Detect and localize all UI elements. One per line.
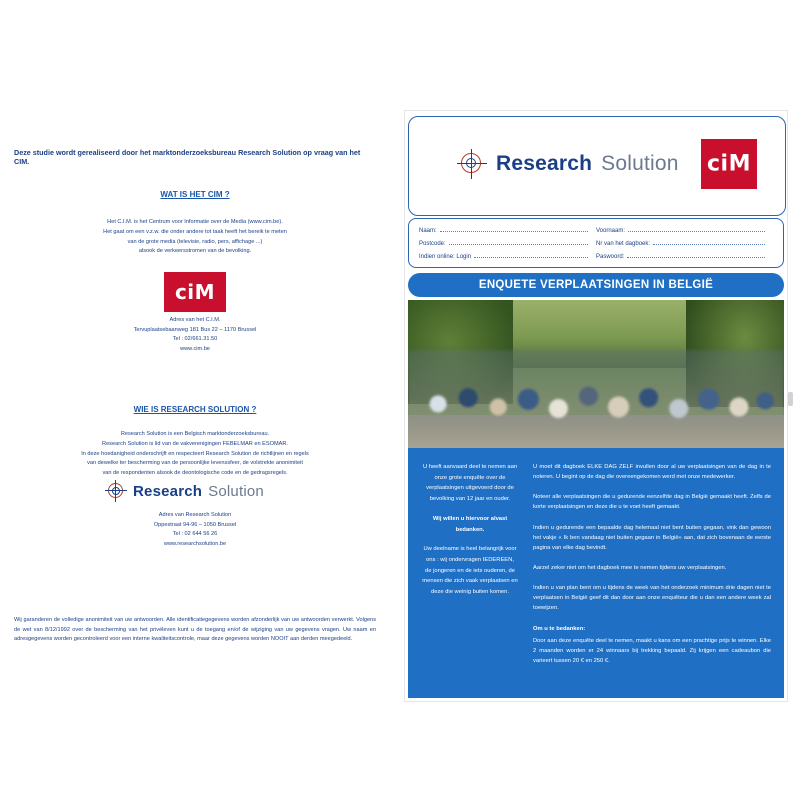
instruction-paragraph: Indien u van plan bent om u tijdens de week van het onderzoek minimum drie dagen niet te verplaatsen in België geef dit dan door aan onze enquêteur die u dan een andere week zal toewijzen. (533, 585, 771, 612)
cim-address-line: Tervuplaatsebaanweg 181 Bus 22 – 1170 Brussel (133, 326, 257, 333)
form-row (419, 237, 773, 250)
cim-logo-header (701, 139, 757, 189)
left-page (0, 0, 390, 800)
dagboek-nummer-input[interactable] (653, 237, 765, 245)
instruction-paragraph: Aarzel zeker niet om het dagboek mee te nemen tijdens uw verplaatsingen. (533, 564, 727, 571)
cim-address-line: Tel : 02/661.31.50 (172, 336, 218, 342)
voornaam-field[interactable] (596, 224, 773, 234)
research-solution-logo-header (457, 143, 687, 185)
cim-logo-box (701, 139, 757, 189)
photo-crowd (408, 350, 784, 427)
voornaam-input[interactable] (628, 224, 765, 232)
rs-address-line: Oppestraat 94-96 – 1050 Brussel (153, 521, 237, 528)
rs-address-line: Tel : 02 644 56 26 (172, 531, 218, 537)
instruction-paragraph: Uw deelname is heel belangrijk voor ons : wij ondervragen IEDEREEN, de jongeren en de iets ouderen, de mensen die zich vaak verplaatsen en deze die weinig buiten komen. (422, 546, 518, 596)
login-field[interactable] (419, 250, 596, 260)
survey-title-banner (408, 273, 784, 297)
cim-address-line: www.cim.be (180, 345, 210, 352)
cim-logo-box (164, 272, 226, 312)
cim-address-line: Adres van het C.I.M. (169, 317, 221, 323)
paswoord-field[interactable] (596, 250, 773, 260)
page-edge-notch (788, 392, 793, 406)
reward-heading: Om u te bedanken: (533, 625, 586, 632)
naam-label: Naam: (419, 228, 437, 234)
instructions-right-column (533, 462, 771, 676)
instruction-paragraph: U heeft aanvaard deel te nemen aan onze grote enquête over de verplaatsingen uitgevoerd door de bevolking van 12 jaar en ouder. (422, 464, 518, 503)
respondent-form (408, 218, 784, 268)
naam-input[interactable] (440, 224, 588, 232)
research-solution-logo-light: Solution (208, 482, 264, 500)
research-solution-address (14, 511, 376, 549)
target-icon (105, 480, 127, 502)
paswoord-input[interactable] (627, 250, 765, 258)
header-logo-box (408, 116, 786, 216)
cim-address (14, 316, 376, 354)
lead-line: Deze studie wordt gerealiseerd door het marktonderzoeksbureau Research Solution op vraag van het CIM. (14, 148, 361, 166)
instruction-paragraph: Indien u gedurende een bepaalde dag helemaal niet bent buiten gegaan, vink dan gewoon het vakje « Ik ben vandaag niet buiten gegaan in België» aan, dat zich bovenaan de eerste pagina van elke dag bevindt. (533, 524, 771, 551)
login-label: Indien online: Login (419, 254, 472, 260)
voornaam-label: Voornaam: (596, 228, 626, 234)
naam-field[interactable] (419, 224, 596, 234)
research-solution-logo (105, 478, 285, 504)
rs-address-line: Adres van Research Solution (158, 512, 232, 518)
cim-section-paragraph: Het C.I.M. is het Centrum voor Informatie over de Media (www.cim.be). Het gaat om een v.z.w. die onder andere tot taak heeft het bereik te meten van de grote media (televisie, radio, pers, affichage ...) alsook de verkeersstromen van de bevolking. (103, 219, 287, 255)
login-input[interactable] (474, 250, 588, 258)
survey-title-text: ENQUETE VERPLAATSINGEN IN BELGIË (478, 279, 714, 291)
rs-address-line: www.researchsolution.be (163, 540, 227, 547)
postcode-field[interactable] (419, 237, 596, 247)
form-row (419, 250, 773, 263)
postcode-label: Postcode: (419, 241, 446, 247)
paswoord-label: Paswoord: (596, 254, 625, 260)
postcode-input[interactable] (449, 237, 588, 245)
research-solution-logo-bold: Research (133, 482, 203, 500)
instructions-panel (408, 448, 784, 698)
cim-logo-text: ciM (174, 280, 216, 304)
research-solution-paragraph: Research Solution is een Belgisch marktonderzoeksbureau. Research Solution is lid van de vakverenigingen FEBELMAR en ESOMAR. In deze hoedanigheid onderschrijft en respecteert Research Solution de richtlijnen en regels van dewelke ter bescherming van de persoonlijke levenssfeer, de volstrekte anonimiteit van de respondenten alsook de deontologische code en de gedragsregels. (81, 431, 309, 477)
instruction-paragraph: Noteer alle verplaatsingen die u gedurende eenzelfde dag in België gemaakt heeft. Zelfs de korte verplaatsingen en deze die u te voet heeft gemaakt. (533, 494, 771, 511)
instructions-left-column (422, 462, 518, 607)
target-icon (457, 149, 487, 179)
research-solution-section-title: WIE IS RESEARCH SOLUTION ? (133, 405, 257, 414)
cim-logo (164, 272, 226, 312)
instruction-paragraph: U moet dit dagboek ELKE DAG ZELF invullen door al uw verplaatsingen van de dag in te noteren. U begint op de dag die overeengekomen werd met onze medewerker. (533, 464, 771, 481)
reward-paragraph: Door aan deze enquête deel te nemen, maakt u kans om een prachtige prijs te winnen. Elke 2 maanden worden er 24 winnaars bij trekking bepaald. Zij krijgen een cadeaubon die varieert tussen 20 € en 250 €. (533, 637, 771, 664)
research-solution-logo-bold: Research (496, 152, 593, 175)
privacy-legal-text: Wij garanderen de volledige anonimiteit van uw antwoorden. Alle identificatiegegevens worden afzonderlijk van uw antwoorden verwerkt. Volgens de wet van 8/12/1992 over de bescherming van het privéleven kunt u de toegang en/of de wijziging van uw gegevens vragen. Uw naam en adresgegevens worden gecontroleerd voor een interne kwaliteitscontrole, maar deze gegevens worden NOOIT aan derden meegedeeld. (14, 617, 376, 642)
cover-photo (408, 300, 784, 448)
cim-section-title: WAT IS HET CIM ? (160, 190, 230, 199)
right-page (396, 0, 800, 800)
instruction-paragraph-bold: Wij willen u hiervoor alvast bedanken. (432, 515, 508, 533)
research-solution-logo-light: Solution (601, 152, 679, 175)
cim-logo-text: ciM (707, 151, 751, 177)
form-row (419, 224, 773, 237)
dagboek-nummer-label: Nr van het dagboek: (596, 241, 651, 247)
dagboek-nummer-field[interactable] (596, 237, 773, 247)
